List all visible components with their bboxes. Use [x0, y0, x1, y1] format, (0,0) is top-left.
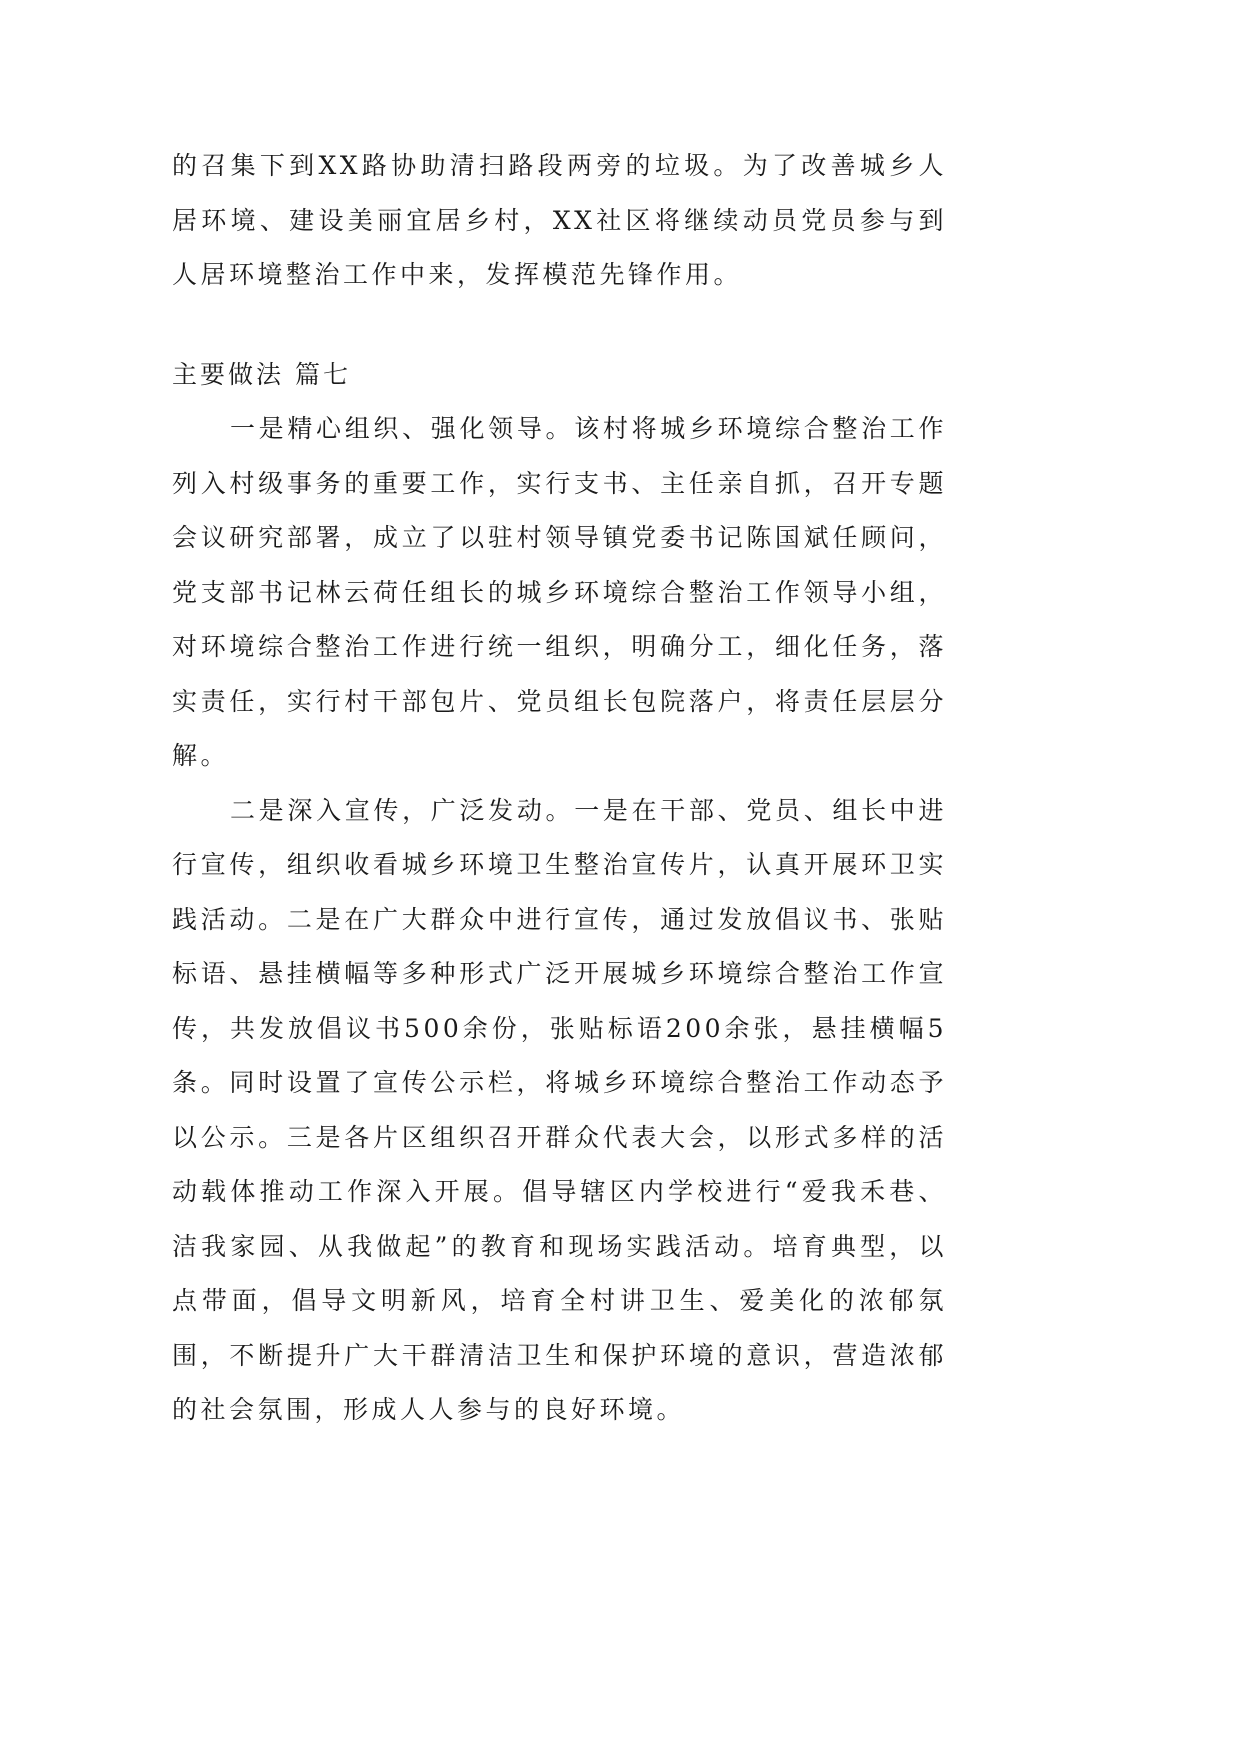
- section-heading: 主要做法 篇七: [172, 359, 351, 389]
- paragraph-intro: 的召集下到XX路协助清扫路段两旁的垃圾。为了改善城乡人居环境、建设美丽宜居乡村，XX社区将继续动员党员参与到人居环境整治工作中来，发挥模范先锋作用。: [172, 151, 947, 289]
- document-body: [172, 139, 947, 1438]
- paragraph-publicity: 二是深入宣传，广泛发动。一是在干部、党员、组长中进行宣传，组织收看城乡环境卫生整治宣传片，认真开展环卫实践活动。二是在广大群众中进行宣传，通过发放倡议书、张贴标语、悬挂横幅等多种形式广泛开展城乡环境综合整治工作宣传，共发放倡议书500余份，张贴标语200余张，悬挂横幅5条。同时设置了宣传公示栏，将城乡环境综合整治工作动态予以公示。三是各片区组织召开群众代表大会，以形式多样的活动载体推动工作深入开展。倡导辖区内学校进行“爱我禾巷、洁我家园、从我做起”的教育和现场实践活动。培育典型，以点带面，倡导文明新风，培育全村讲卫生、爱美化的浓郁氛围，不断提升广大干群清洁卫生和保护环境的意识，营造浓郁的社会氛围，形成人人参与的良好环境。: [172, 795, 947, 1424]
- paragraph-organization: 一是精心组织、强化领导。该村将城乡环境综合整治工作列入村级事务的重要工作，实行支书、主任亲自抓，召开专题会议研究部署，成立了以驻村领导镇党委书记陈国斌任顾问，党支部书记林云荷任组长的城乡环境综合整治工作领导小组，对环境综合整治工作进行统一组织，明确分工，细化任务，落实责任，实行村干部包片、党员组长包院落户，将责任层层分解。: [172, 414, 947, 770]
